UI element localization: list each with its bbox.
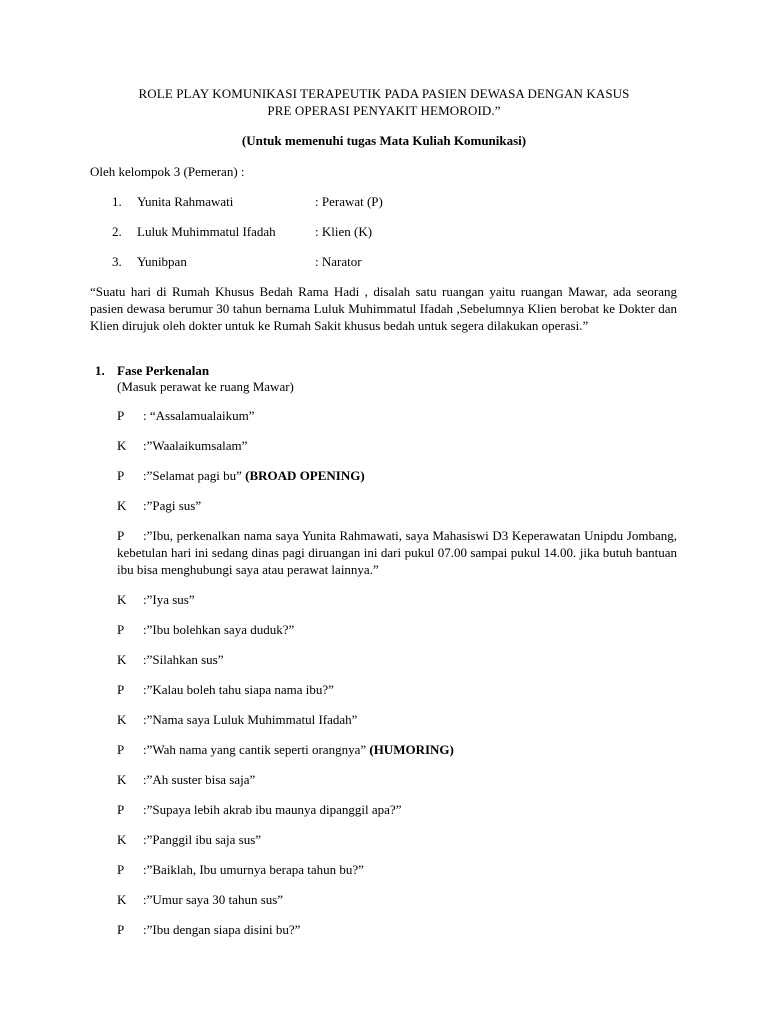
dialog-speaker: K bbox=[117, 832, 127, 847]
dialog-line bbox=[117, 651, 677, 668]
dialog-line bbox=[117, 711, 677, 728]
dialog-text: :”Ibu dengan siapa disini bu?” bbox=[143, 922, 301, 937]
dialog-line bbox=[117, 801, 677, 818]
dialog-speaker: K bbox=[117, 652, 127, 667]
cast-role: : Perawat (P) bbox=[315, 194, 383, 209]
cast-intro: Oleh kelompok 3 (Pemeran) : bbox=[90, 164, 245, 179]
document-subtitle: (Untuk memenuhi tugas Mata Kuliah Komunikasi) bbox=[241, 133, 527, 148]
dialog-line bbox=[117, 741, 677, 758]
cast-number: 2. bbox=[112, 224, 122, 239]
section-title: Fase Perkenalan bbox=[117, 363, 210, 378]
dialog-speaker: K bbox=[117, 498, 127, 513]
dialog-speaker: K bbox=[117, 892, 127, 907]
dialog-text: :”Nama saya Luluk Muhimmatul Ifadah” bbox=[143, 712, 358, 727]
dialog-line bbox=[117, 497, 677, 514]
dialog-speaker: P bbox=[117, 622, 125, 637]
dialog-line bbox=[117, 527, 677, 578]
cast-number: 3. bbox=[112, 254, 122, 269]
narration-paragraph: “Suatu hari di Rumah Khusus Bedah Rama Hadi , disalah satu ruangan yaitu ruangan Mawar, ada seorang pasien dewasa berumur 30 tahun bernama Luluk Muhimmatul Ifadah ,Sebelumnya Klien berobat ke Dokter dan Klien dirujuk oleh dokter untuk ke Rumah Sakit khusus bedah untuk segera dilakukan operasi.” bbox=[90, 284, 677, 334]
dialog-line bbox=[117, 831, 677, 848]
dialog-speaker: P bbox=[117, 742, 125, 757]
dialog-text: : “Assalamualaikum” bbox=[143, 408, 255, 423]
cast-name: Yunibpan bbox=[137, 254, 187, 269]
dialog-text: :”Ibu, perkenalkan nama saya Yunita Rahmawati, saya Mahasiswi D3 Keperawatan Unipdu Jombang, kebetulan hari ini sedang dinas pagi diruangan ini dari pukul 07.00 sampai pukul 14.00. jika butuh bantuan ibu bisa menghubungi saya atau perawat lainnya.” bbox=[117, 528, 677, 577]
dialog-text: :”Iya sus” bbox=[143, 592, 195, 607]
dialog-text: :”Ibu bolehkan saya duduk?” bbox=[143, 622, 295, 637]
dialog-line bbox=[117, 467, 677, 484]
dialog-line bbox=[117, 921, 677, 938]
dialog-line bbox=[117, 771, 677, 788]
dialog-speaker: K bbox=[117, 772, 127, 787]
dialog-line bbox=[117, 437, 677, 454]
title-line-1: ROLE PLAY KOMUNIKASI TERAPEUTIK PADA PASIEN DEWASA DENGAN KASUS bbox=[138, 86, 630, 101]
dialog-speaker: P bbox=[117, 802, 125, 817]
dialog-line bbox=[117, 407, 677, 424]
technique-tag: (HUMORING) bbox=[369, 742, 454, 757]
dialog-line bbox=[117, 891, 677, 908]
cast-name: Luluk Muhimmatul Ifadah bbox=[137, 224, 276, 239]
cast-role: : Narator bbox=[315, 254, 362, 269]
cast-name: Yunita Rahmawati bbox=[137, 194, 234, 209]
dialog-speaker: P bbox=[117, 408, 125, 423]
title-line-2: PRE OPERASI PENYAKIT HEMOROID.” bbox=[267, 103, 501, 118]
cast-number: 1. bbox=[112, 194, 122, 209]
dialog-text: :”Pagi sus” bbox=[143, 498, 202, 513]
section-number: 1. bbox=[95, 363, 105, 378]
dialog-text: :”Kalau boleh tahu siapa nama ibu?” bbox=[143, 682, 334, 697]
dialog-line bbox=[117, 681, 677, 698]
dialog-text: :”Umur saya 30 tahun sus” bbox=[143, 892, 284, 907]
dialog-speaker: P bbox=[117, 922, 125, 937]
dialog-speaker: K bbox=[117, 592, 127, 607]
section-stage-direction: (Masuk perawat ke ruang Mawar) bbox=[117, 379, 294, 394]
dialog-list bbox=[117, 407, 677, 951]
dialog-text: :”Ah suster bisa saja” bbox=[143, 772, 256, 787]
dialog-speaker: K bbox=[117, 712, 127, 727]
dialog-text: :”Selamat pagi bu” bbox=[143, 468, 242, 483]
dialog-speaker: K bbox=[117, 438, 127, 453]
dialog-text: :”Supaya lebih akrab ibu maunya dipanggil apa?” bbox=[143, 802, 402, 817]
dialog-text: :”Wah nama yang cantik seperti orangnya” bbox=[143, 742, 367, 757]
dialog-speaker: P bbox=[117, 528, 125, 543]
dialog-line bbox=[117, 861, 677, 878]
cast-role: : Klien (K) bbox=[315, 224, 373, 239]
dialog-line bbox=[117, 621, 677, 638]
document-title bbox=[60, 85, 708, 119]
dialog-text: :”Panggil ibu saja sus” bbox=[143, 832, 262, 847]
dialog-text: :”Baiklah, Ibu umurnya berapa tahun bu?” bbox=[143, 862, 364, 877]
section-heading bbox=[95, 362, 209, 379]
dialog-line bbox=[117, 591, 677, 608]
dialog-speaker: P bbox=[117, 682, 125, 697]
dialog-speaker: P bbox=[117, 862, 125, 877]
dialog-text: :”Silahkan sus” bbox=[143, 652, 224, 667]
dialog-text: :”Waalaikumsalam” bbox=[143, 438, 248, 453]
dialog-speaker: P bbox=[117, 468, 125, 483]
technique-tag: (BROAD OPENING) bbox=[245, 468, 365, 483]
